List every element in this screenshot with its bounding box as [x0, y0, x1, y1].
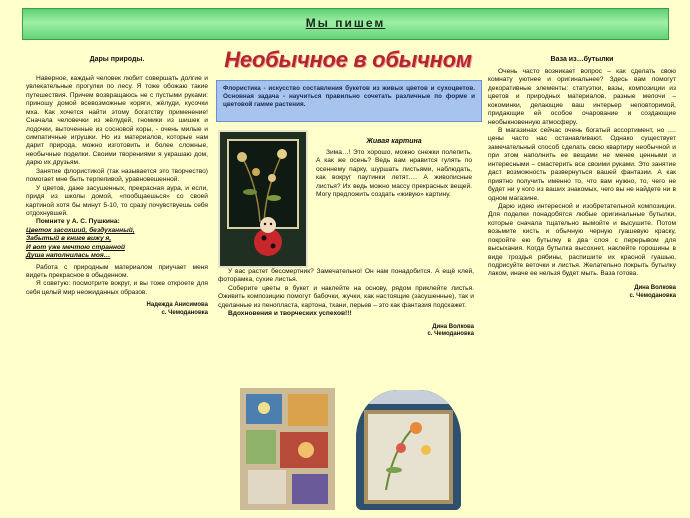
main-title: Необычное в обычном — [224, 47, 472, 72]
right-paragraph: Очень часто возникает вопрос – как сделать свою комнату уютнее и оригинальнее? Здесь вам помогут декоративные элементы: статуэтки, вазы, композиции из цветов и природных материалов, разные мелочи – кокоминки, делающие ваш интерьер неповторимой, придающие ей особое очарование и создающие необыкновенную атмосферу. — [488, 67, 676, 126]
info-box: Флористика - искусство составления букетов из живых цветов и сухоцветов. Основная задача - научиться правильно сочетать различные по форме и цветовой гамме растения. — [216, 80, 482, 122]
poem-line: И вот уже мечтою странной — [26, 243, 126, 251]
middle-paragraph: Вдохновения и творческих успехов!!! — [228, 310, 352, 318]
right-signature-place: с. Чемодановка — [629, 292, 676, 299]
right-paragraph: В магазинах сейчас очень богатый ассортимент, но …. цены часто нас останавливают. Однако существует замечательный способ сделать свою квартиру необычной и при этом наполнить ее вещами не менее ценными и интересными – смастерить все своими руками. Это занятие даст возможность развернуться вашей фантазии. А как приятно получить именно то, что вам нужно, то, чего не будет ни у кого из ваших знакомых, чего вы не найдете ни в одном магазине. — [488, 127, 676, 202]
right-signature-name: Дина Волкова — [634, 284, 676, 291]
middle-signature-place: с. Чемодановка — [427, 331, 474, 338]
painting-frame-photo — [356, 390, 461, 510]
poem-line: Душа наполнилась моя… — [26, 252, 111, 260]
left-paragraph: Я советую: посмотрите вокруг, и вы тоже откроете для себя целый мир неожиданных образов. — [26, 280, 208, 296]
left-signature-place: с. Чемодановка — [161, 310, 208, 317]
middle-paragraph: У вас растет бессмертник? Замечательно! Он нам понадобится. А ещё клей, фоторамка, сухие листья. — [218, 268, 474, 284]
middle-article-continued — [218, 268, 474, 339]
poem-line: Забытый в книге вижу я, — [26, 235, 112, 243]
left-paragraph: Занятие флористикой (так называется это творчество) помогает мне быть терпеливой, уравновешенной. — [26, 167, 208, 184]
left-paragraph: Помните у А. С. Пушкина: — [36, 218, 120, 226]
section-header-bar — [22, 8, 669, 40]
right-article-title: Ваза из…бутылки — [550, 56, 614, 63]
right-article — [488, 56, 676, 300]
section-header-title: Мы пишем — [305, 16, 386, 31]
left-article-title: Дары природы. — [89, 56, 145, 63]
left-paragraph: Работа с природным материалом приучает меня видеть прекрасное в обыденном. — [26, 263, 208, 280]
middle-article-title: Живая картина — [366, 138, 422, 145]
left-signature-name: Надежда Анисимова — [146, 302, 208, 309]
right-paragraph: Дарю идею интересной и изобретательной композиции. Для поделки понадобятся любые оригинальные бутылки, которые сначала тщательно вымойте и высушите. Потом возьмите кисть и обычную черную гуашевую краску, покройте ею бутылку в два слоя с перерывом для высыхания. Когда бутылка высохнет, наклейте горошины в виде гроздья рябины, распишите их красной гуашью, подрисуйте веточки и листья. Желательно покрыть бутылку лаком, иначе ее нельзя будет мыть. Ваза готова. — [488, 202, 676, 278]
flower-picture-photo — [218, 130, 308, 268]
left-paragraph: У цветов, даже засушенных, прекрасная аура, и если, придя из школы домой, «пообщаешься» со своей картиной хотя бы минут 5-10, то сразу почувствуешь себя отдохнувшей. — [26, 184, 208, 217]
middle-paragraph: Соберите цветы в букет и наклейте на основу, рядом приклейте листья. Оживить композицию помогут бабочки, жучки, как настоящие (засушенные), так и сделанные из пенопласта, картона, ткани, перьев – это как фантазия подскажет. — [218, 284, 474, 309]
left-article — [26, 56, 208, 318]
poem-line: Цветок засохший, бездуханный, — [26, 226, 135, 234]
middle-paragraph: Зима…! Это хорошо, можно снежки полепить. А как же осень? Ведь вам нравится гулять по осеннему парку, шуршать листьями, наблюдать, как вокруг паутинки летят…. А живописные листья? Их ведь можно массу прекрасных вещей. Могу предложить создать «живую» картину. — [316, 148, 472, 199]
middle-article — [316, 138, 472, 200]
paintings-photo — [240, 388, 335, 510]
left-paragraph: Наверное, каждый человек любит совершать долгие и увлекательные прогулки по лесу. Я тоже обожаю такие путешествия. Причем возвращаюсь не с пустыми руками: приношу домой всевозможные коряги, жёлуди, кусочки мха. Как хочется найти этому богатству применение! Сначала человечки из жёлудей, гномики из шишек и лодочки, выточенные из сосновой коры, - очень милые и симпатичные игрушки. Но из материалов, которые нам дарит природа, можно изготовить и более сложные, необычные поделки. Своими творениями я украшаю дом, дарю их друзьям. — [26, 74, 208, 167]
middle-signature-name: Дина Волкова — [432, 323, 474, 330]
